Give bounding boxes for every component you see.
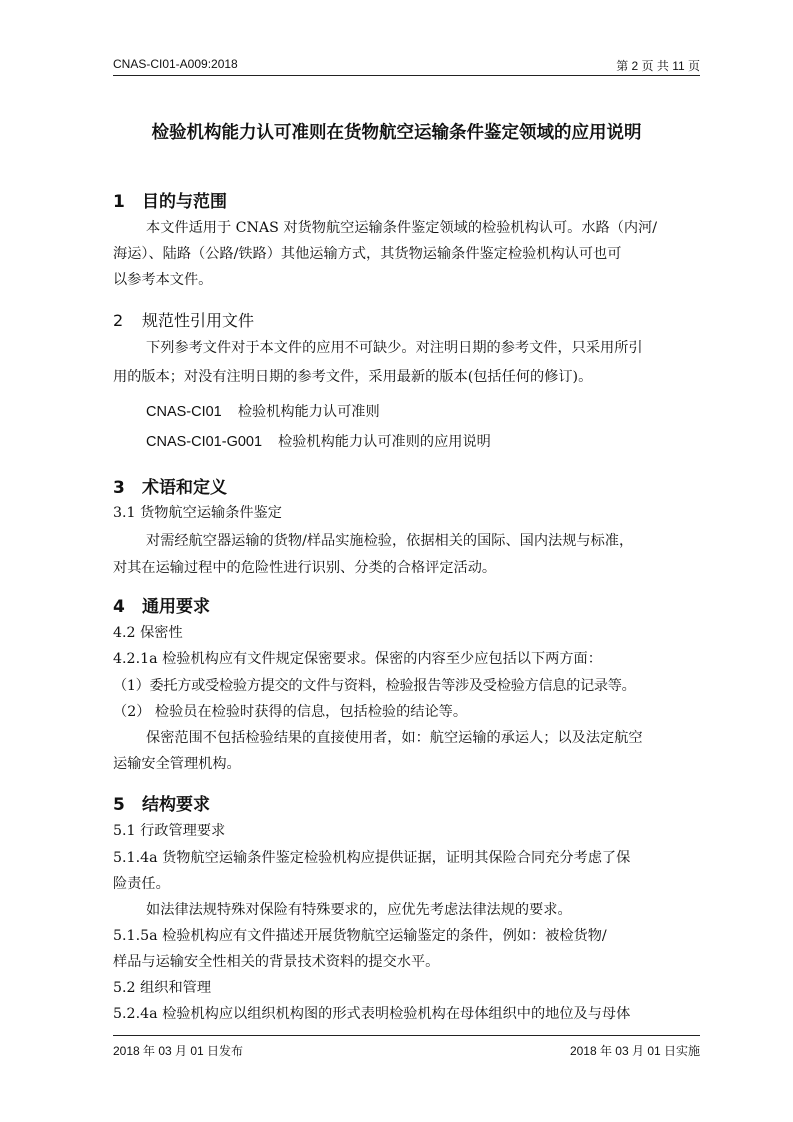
- paragraph-line: 保密范围不包括检验结果的直接使用者，如：航空运输的承运人；以及法定航空: [146, 730, 643, 746]
- footer-rule: [113, 1035, 700, 1036]
- clause-heading: 5.2 组织和管理: [113, 980, 212, 996]
- section-number: 3: [113, 478, 125, 498]
- paragraph-line: 海运）、陆路（公路/铁路）其他运输方式，其货物运输条件鉴定检验机构认可也可: [113, 246, 622, 262]
- clause-text: 4.2.1a 检验机构应有文件规定保密要求。保密的内容至少应包括以下两方面：: [113, 651, 602, 667]
- clause-heading: 3.1 货物航空运输条件鉴定: [113, 505, 282, 521]
- page-number: 第 2 页 共 11 页: [616, 59, 700, 73]
- paragraph-line: 如法律法规特殊对保险有特殊要求的，应优先考虑法律法规的要求。: [146, 902, 572, 918]
- section-title: 目的与范围: [142, 192, 227, 212]
- effective-date: 2018 年 03 月 01 日实施: [569, 1044, 700, 1058]
- section-number: 5: [113, 795, 125, 815]
- section-title: 规范性引用文件: [142, 311, 255, 330]
- reference-item: [146, 401, 380, 421]
- section-5-heading: [113, 790, 210, 815]
- paragraph-line: 下列参考文件对于本文件的应用不可缺少。对注明日期的参考文件，只采用所引: [146, 340, 643, 356]
- clause-text: 5.2.4a 检验机构应以组织机构图的形式表明检验机构在母体组织中的地位及与母体: [113, 1006, 631, 1022]
- section-number: 4: [113, 597, 125, 617]
- reference-name: 检验机构能力认可准则的应用说明: [278, 434, 491, 450]
- document-title: 检验机构能力认可准则在货物航空运输条件鉴定领域的应用说明: [151, 123, 642, 143]
- paragraph-line: 对需经航空器运输的货物/样品实施检验，依据相关的国际、国内法规与标准，: [146, 533, 634, 549]
- section-2-heading: [113, 308, 254, 331]
- paragraph-line: 运输安全管理机构。: [113, 756, 241, 772]
- section-number: 1: [113, 192, 125, 212]
- issue-date: 2018 年 03 月 01 日发布: [113, 1044, 244, 1058]
- clause-heading: 5.1 行政管理要求: [113, 823, 226, 839]
- clause-text: 5.1.4a 货物航空运输条件鉴定检验机构应提供证据，证明其保险合同充分考虑了保: [113, 850, 631, 866]
- section-4-heading: [113, 592, 210, 617]
- section-title: 通用要求: [142, 597, 210, 617]
- section-title: 结构要求: [142, 795, 210, 815]
- reference-code: CNAS-CI01: [146, 404, 222, 420]
- clause-text: 样品与运输安全性相关的背景技术资料的提交水平。: [113, 954, 440, 970]
- section-1-heading: [113, 187, 227, 212]
- paragraph-line: 用的版本；对没有注明日期的参考文件，采用最新的版本(包括任何的修订)。: [113, 369, 593, 385]
- list-item: （1）委托方或受检验方提交的文件与资料，检验报告等涉及受检验方信息的记录等。: [113, 678, 636, 694]
- clause-text: 5.1.5a 检验机构应有文件描述开展货物航空运输鉴定的条件，例如：被检货物/: [113, 928, 607, 944]
- paragraph-line: 对其在运输过程中的危险性进行识别、分类的合格评定活动。: [113, 560, 497, 576]
- section-title: 术语和定义: [142, 478, 227, 498]
- paragraph-line: 本文件适用于 CNAS 对货物航空运输条件鉴定领域的检验机构认可。水路（内河/: [146, 220, 658, 236]
- reference-name: 检验机构能力认可准则: [237, 404, 380, 420]
- document-code: CNAS-CI01-A009:2018: [113, 57, 238, 71]
- reference-code: CNAS-CI01-G001: [146, 434, 263, 450]
- section-number: 2: [113, 311, 124, 330]
- header-rule: [113, 75, 700, 76]
- clause-text: 险责任。: [113, 876, 170, 892]
- section-3-heading: [113, 473, 227, 498]
- reference-item: [146, 431, 491, 451]
- clause-heading: 4.2 保密性: [113, 625, 183, 641]
- list-item: （2） 检验员在检验时获得的信息，包括检验的结论等。: [113, 704, 468, 720]
- paragraph-line: 以参考本文件。: [113, 272, 213, 288]
